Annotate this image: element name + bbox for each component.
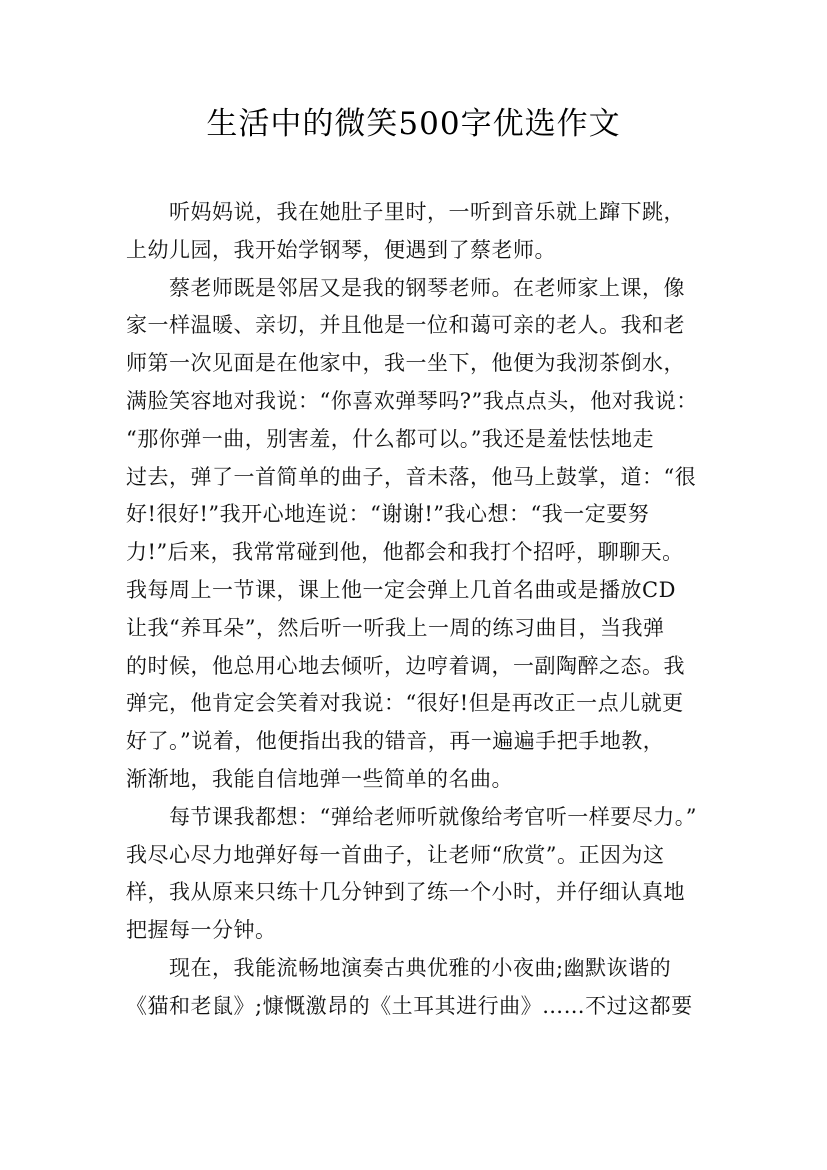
text-line: 把握每一分钟。 [126,918,277,943]
text-line: 好!很好!”我开心地连说：“谢谢!”我心想：“我一定要努 [126,502,650,527]
text-line: 渐渐地，我能自信地弹一些简单的名曲。 [126,766,513,791]
text-line: 上幼儿园，我开始学钢琴，便遇到了蔡老师。 [126,237,556,262]
text-line: 样，我从原来只练十几分钟到了练一个小时，并仔细认真地 [126,880,685,905]
text-line: 弹完，他肯定会笑着对我说：“很好!但是再改正一点儿就更 [126,691,684,716]
text-line: 蔡老师既是邻居又是我的钢琴老师。在老师家上课，像 [126,275,685,300]
text-line: 家一样温暖、亲切，并且他是一位和蔼可亲的老人。我和老 [126,313,685,338]
text-line: 让我“养耳朵”，然后听一听我上一周的练习曲目，当我弹 [126,615,665,640]
text-line: 《猫和老鼠》;慷慨激昂的《土耳其进行曲》……不过这都要 [126,993,693,1018]
text-line: 我每周上一节课，课上他一定会弹上几首名曲或是播放CD [126,577,676,602]
text-line: 过去，弹了一首简单的曲子，音未落，他马上鼓掌，道：“很 [126,464,697,489]
text-line: 每节课我都想：“弹给老师听就像给考官听一样要尽力。” [126,804,697,829]
text-line: 现在，我能流畅地演奏古典优雅的小夜曲;幽默诙谐的 [126,955,672,980]
text-line: 好了。”说着，他便指出我的错音，再一遍遍手把手地教， [126,729,665,754]
document-body [126,194,726,1026]
document-title: 生活中的微笑500字优选作文 [206,106,621,142]
text-line: 的时候，他总用心地去倾听，边哼着调，一副陶醉之态。我 [126,653,685,678]
text-line: 我尽心尽力地弹好每一首曲子，让老师“欣赏”。正因为这 [126,842,665,867]
text-line: 力!”后来，我常常碰到他，他都会和我打个招呼，聊聊天。 [126,540,684,565]
text-line: 听妈妈说，我在她肚子里时，一听到音乐就上蹿下跳， [126,200,685,224]
text-line: “那你弹一曲，别害羞，什么都可以。”我还是羞怯怯地走 [126,426,654,451]
text-line: 师第一次见面是在他家中，我一坐下，他便为我沏茶倒水， [126,351,685,376]
text-line: 满脸笑容地对我说：“你喜欢弹琴吗?”我点点头，他对我说： [126,388,698,413]
